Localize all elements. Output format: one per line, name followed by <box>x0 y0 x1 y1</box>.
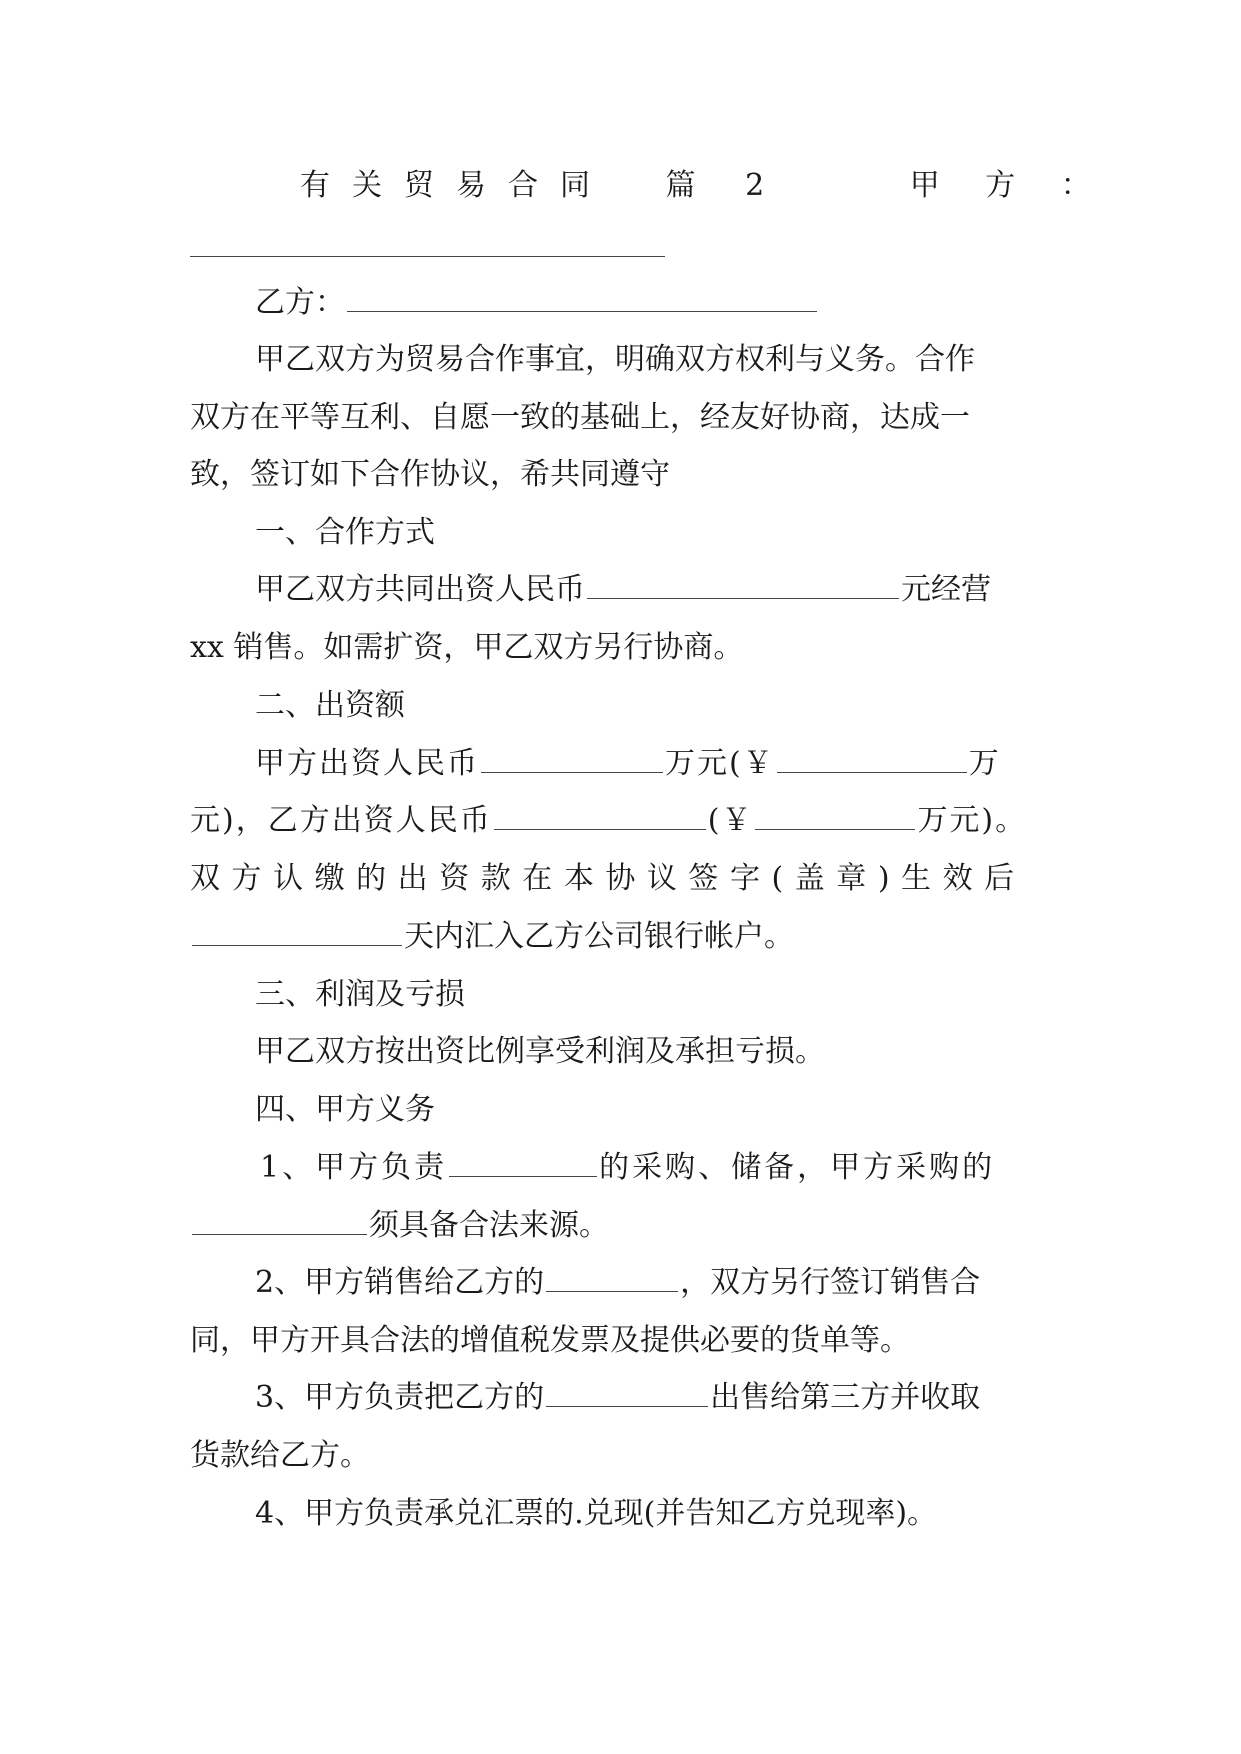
intro-line-1: 甲乙双方为贸易合作事宜，明确双方权利与义务。合作 <box>255 342 975 377</box>
s4-i1-text-a: 1、甲方负责 <box>260 1150 448 1185</box>
s2-text-e: (￥ <box>707 803 754 838</box>
s2-text-a: 甲方出资人民币 <box>255 746 479 781</box>
s2-text-c: 万 <box>968 746 1001 781</box>
section-2-line-4 <box>190 917 794 957</box>
section-2-line-3: 双 方 认 缴 的 出 资 款 在 本 协 议 签 字 ( 盖 章 ) 生 效 后 <box>190 861 1016 896</box>
party-b-yen-blank <box>755 803 915 830</box>
section-2-line-1 <box>255 744 1001 784</box>
purchased-goods-blank <box>192 1208 367 1235</box>
investment-amount-blank <box>587 572 899 599</box>
party-b-amount-blank <box>494 803 706 830</box>
s2-text-d: 元)，乙方出资人民币 <box>190 803 492 838</box>
section-1-text-b: 元经营 <box>901 572 991 607</box>
party-b-line <box>255 283 819 323</box>
sold-goods-blank <box>546 1265 678 1292</box>
resale-goods-blank <box>546 1380 708 1407</box>
section-4-item-2-line-1 <box>255 1263 980 1303</box>
s2-text-f: 万元)。 <box>917 803 1028 838</box>
section-3-heading: 三、利润及亏损 <box>255 977 465 1012</box>
party-a-amount-blank <box>481 746 663 773</box>
s4-i1-text-c: 须具备合法来源。 <box>369 1208 609 1243</box>
s4-i3-text-b: 出售给第三方并收取 <box>710 1380 981 1415</box>
s2-text-b: 万元(￥ <box>665 746 775 781</box>
party-b-label: 乙方： <box>255 285 345 320</box>
days-blank <box>192 919 402 946</box>
section-1-text-a: 甲乙双方共同出资人民币 <box>255 572 585 607</box>
section-1-line-2: xx 销售。如需扩资，甲乙双方另行协商。 <box>190 630 744 665</box>
s4-i3-text-a: 3、甲方负责把乙方的 <box>255 1380 545 1415</box>
section-3-text: 甲乙双方按出资比例享受利润及承担亏损。 <box>255 1034 825 1069</box>
section-4-item-2-line-2: 同，甲方开具合法的增值税发票及提供必要的货单等。 <box>190 1323 910 1358</box>
intro-line-2: 双方在平等互利、自愿一致的基础上，经友好协商，达成一 <box>190 400 970 435</box>
doc-part: 篇 2 <box>665 168 785 203</box>
section-4-item-4: 4、甲方负责承兑汇票的.兑现(并告知乙方兑现率)。 <box>255 1496 938 1531</box>
party-b-blank <box>347 285 817 312</box>
intro-line-3: 致，签订如下合作协议，希共同遵守 <box>190 457 670 492</box>
party-a-blank <box>190 256 665 257</box>
section-4-heading: 四、甲方义务 <box>255 1092 435 1127</box>
s2-text-g: 天内汇入乙方公司银行帐户。 <box>404 919 794 954</box>
s4-i1-text-b: 的采购、储备，甲方采购的 <box>599 1150 996 1185</box>
title-line <box>300 166 1109 206</box>
section-4-item-3-line-2: 货款给乙方。 <box>190 1438 370 1473</box>
section-1-heading: 一、合作方式 <box>255 515 435 550</box>
section-2-line-2 <box>190 801 1027 841</box>
party-a-label: 甲 方 ： <box>909 168 1109 203</box>
s4-i2-text-b: ，双方另行签订销售合 <box>680 1265 981 1300</box>
party-a-yen-blank <box>777 746 967 773</box>
doc-title: 有关贸易合同 <box>300 168 612 203</box>
section-4-item-1-line-1 <box>260 1148 995 1188</box>
section-4-item-3-line-1 <box>255 1378 980 1418</box>
section-4-item-1-line-2 <box>190 1206 609 1246</box>
section-2-heading: 二、出资额 <box>255 688 405 723</box>
section-1-line-1 <box>255 570 991 610</box>
s4-i2-text-a: 2、甲方销售给乙方的 <box>255 1265 545 1300</box>
purchase-item-blank <box>449 1150 597 1177</box>
